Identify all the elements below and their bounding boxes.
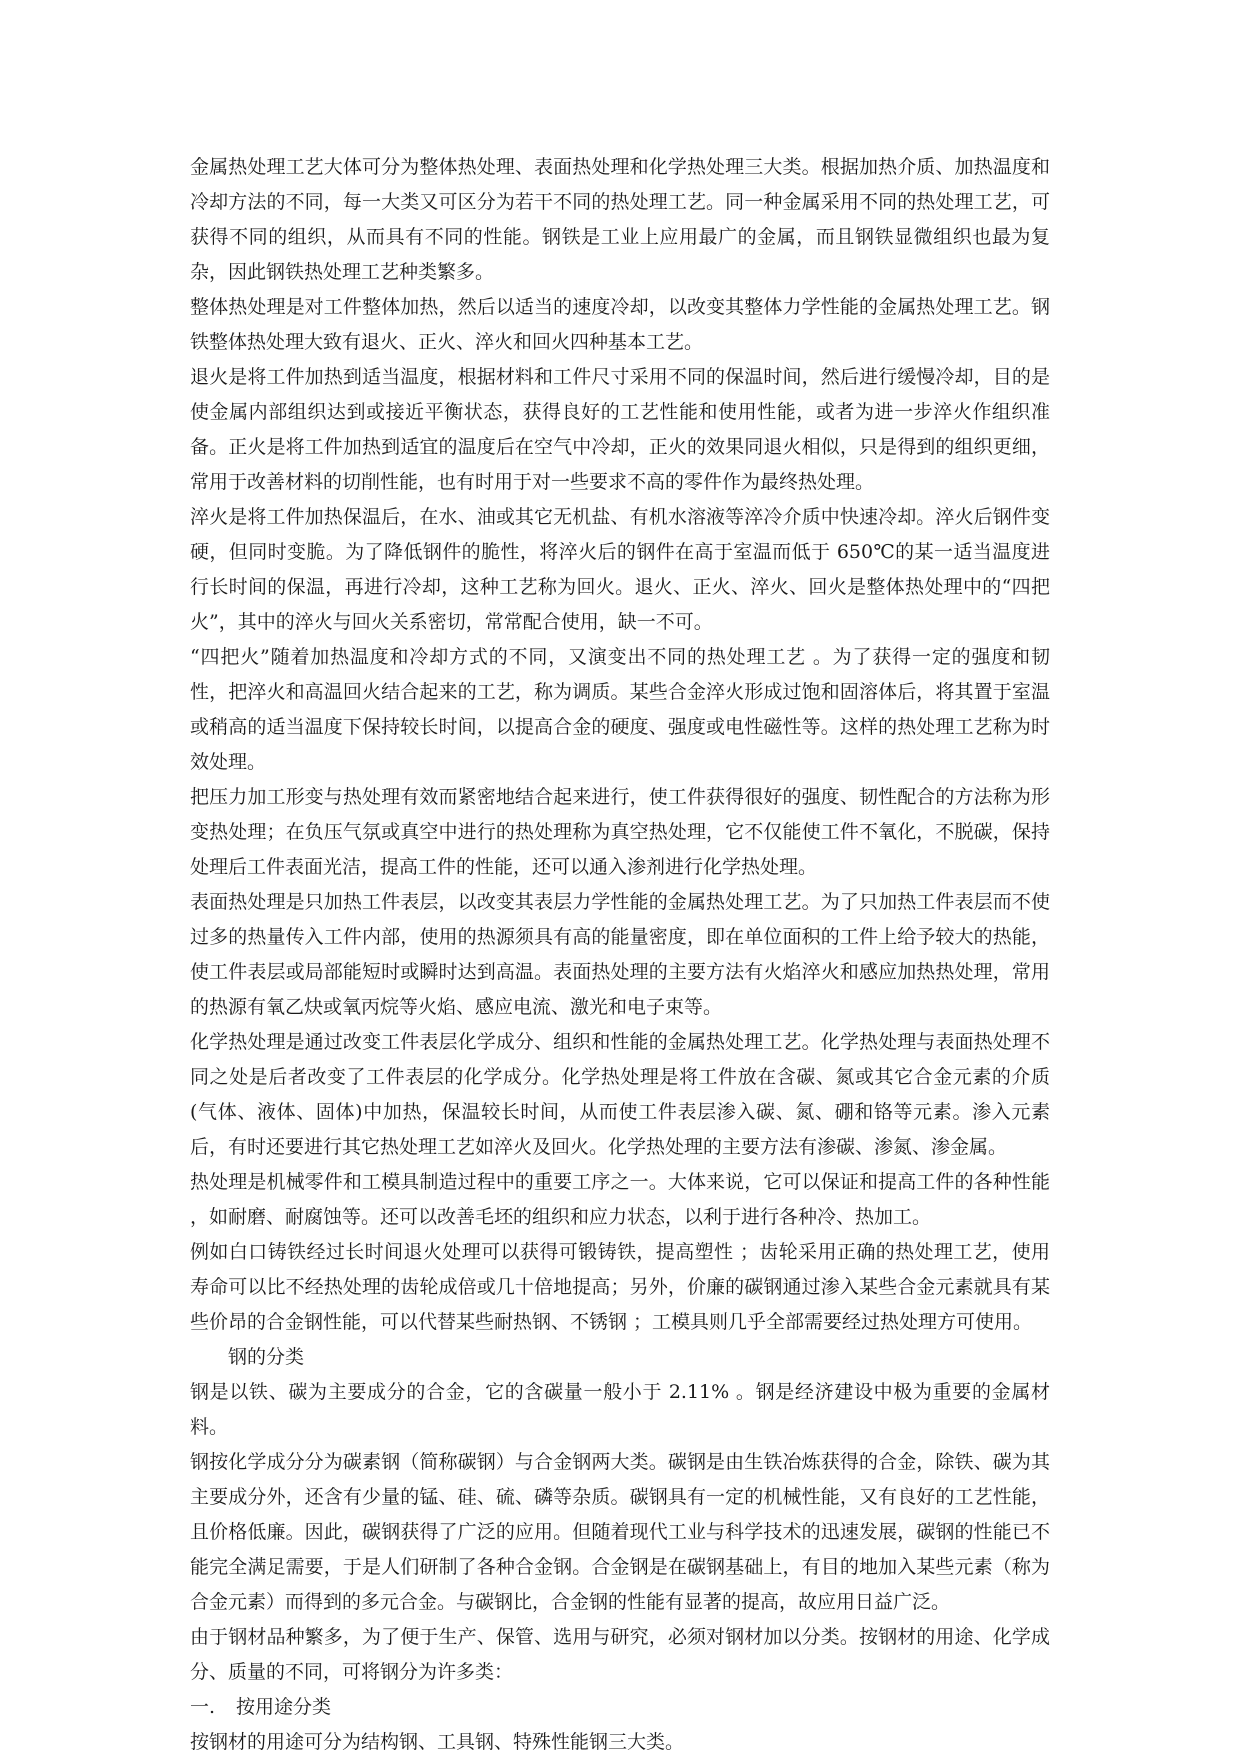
section-heading: 钢的分类 [228,1346,305,1368]
paragraph: 整体热处理是对工件整体加热，然后以适当的速度冷却，以改变其整体力学性能的金属热处理工艺。钢铁整体热处理大致有退火、正火、淬火和回火四种基本工艺。 [190,296,1050,353]
paragraph: 按钢材的用途可分为结构钢、工具钢、特殊性能钢三大类。 [190,1731,685,1753]
paragraph: 金属热处理工艺大体可分为整体热处理、表面热处理和化学热处理三大类。根据加热介质、加热温度和冷却方法的不同，每一大类又可区分为若干不同的热处理工艺。同一种金属采用不同的热处理工艺，可获得不同的组织，从而具有不同的性能。钢铁是工业上应用最广的金属，而且钢铁显微组织也最为复杂，因此钢铁热处理工艺种类繁多。 [190,156,1050,283]
list-heading-number: 一. [190,1696,216,1718]
paragraph: 表面热处理是只加热工件表层，以改变其表层力学性能的金属热处理工艺。为了只加热工件表层而不使过多的热量传入工件内部，使用的热源须具有高的能量密度，即在单位面积的工件上给予较大的热能，使工件表层或局部能短时或瞬时达到高温。表面热处理的主要方法有火焰淬火和感应加热热处理，常用的热源有氧乙炔或氧丙烷等火焰、感应电流、激光和电子束等。 [190,891,1050,1018]
paragraph: 由于钢材品种繁多，为了便于生产、保管、选用与研究，必须对钢材加以分类。按钢材的用途、化学成分、质量的不同，可将钢分为许多类： [190,1626,1050,1683]
document-body [190,150,1050,1760]
paragraph: 钢按化学成分分为碳素钢（简称碳钢）与合金钢两大类。碳钢是由生铁冶炼获得的合金，除铁、碳为其主要成分外，还含有少量的锰、硅、硫、磷等杂质。碳钢具有一定的机械性能，又有良好的工艺性能，且价格低廉。因此，碳钢获得了广泛的应用。但随着现代工业与科学技术的迅速发展，碳钢的性能已不能完全满足需要，于是人们研制了各种合金钢。合金钢是在碳钢基础上，有目的地加入某些元素（称为合金元素）而得到的多元合金。与碳钢比，合金钢的性能有显著的提高，故应用日益广泛。 [190,1451,1050,1613]
paragraph: 化学热处理是通过改变工件表层化学成分、组织和性能的金属热处理工艺。化学热处理与表面热处理不同之处是后者改变了工件表层的化学成分。化学热处理是将工件放在含碳、氮或其它合金元素的介质(气体、液体、固体)中加热，保温较长时间，从而使工件表层渗入碳、氮、硼和铬等元素。渗入元素后，有时还要进行其它热处理工艺如淬火及回火。化学热处理的主要方法有渗碳、渗氮、渗金属。 [190,1031,1050,1158]
list-heading [190,1690,1050,1725]
paragraph: 退火是将工件加热到适当温度，根据材料和工件尺寸采用不同的保温时间，然后进行缓慢冷却，目的是使金属内部组织达到或接近平衡状态，获得良好的工艺性能和使用性能，或者为进一步淬火作组织准备。正火是将工件加热到适宜的温度后在空气中冷却，正火的效果同退火相似，只是得到的组织更细，常用于改善材料的切削性能，也有时用于对一些要求不高的零件作为最终热处理。 [190,366,1050,493]
paragraph: 钢是以铁、碳为主要成分的合金，它的含碳量一般小于 2.11% 。钢是经济建设中极为重要的金属材料。 [190,1381,1050,1438]
paragraph: 淬火是将工件加热保温后，在水、油或其它无机盐、有机水溶液等淬冷介质中快速冷却。淬火后钢件变硬，但同时变脆。为了降低钢件的脆性，将淬火后的钢件在高于室温而低于 650℃的某一适当温度进行长时间的保温，再进行冷却，这种工艺称为回火。退火、正火、淬火、回火是整体热处理中的“四把火”，其中的淬火与回火关系密切，常常配合使用，缺一不可。 [190,506,1050,633]
paragraph: 例如白口铸铁经过长时间退火处理可以获得可锻铸铁，提高塑性 ；齿轮采用正确的热处理工艺，使用寿命可以比不经热处理的齿轮成倍或几十倍地提高；另外，价廉的碳钢通过渗入某些合金元素就具有某些价昂的合金钢性能，可以代替某些耐热钢、不锈钢 ；工模具则几乎全部需要经过热处理方可使用。 [190,1241,1050,1333]
paragraph: 把压力加工形变与热处理有效而紧密地结合起来进行，使工件获得很好的强度、韧性配合的方法称为形变热处理；在负压气氛或真空中进行的热处理称为真空热处理，它不仅能使工件不氧化，不脱碳，保持处理后工件表面光洁，提高工件的性能，还可以通入渗剂进行化学热处理。 [190,786,1050,878]
paragraph: “四把火”随着加热温度和冷却方式的不同，又演变出不同的热处理工艺 。为了获得一定的强度和韧性，把淬火和高温回火结合起来的工艺，称为调质。某些合金淬火形成过饱和固溶体后，将其置于室温或稍高的适当温度下保持较长时间，以提高合金的硬度、强度或电性磁性等。这样的热处理工艺称为时效处理。 [190,646,1050,773]
paragraph: 热处理是机械零件和工模具制造过程中的重要工序之一。大体来说，它可以保证和提高工件的各种性能 ，如耐磨、耐腐蚀等。还可以改善毛坯的组织和应力状态，以利于进行各种冷、热加工。 [190,1171,1050,1228]
list-heading-label: 按用途分类 [236,1696,332,1718]
